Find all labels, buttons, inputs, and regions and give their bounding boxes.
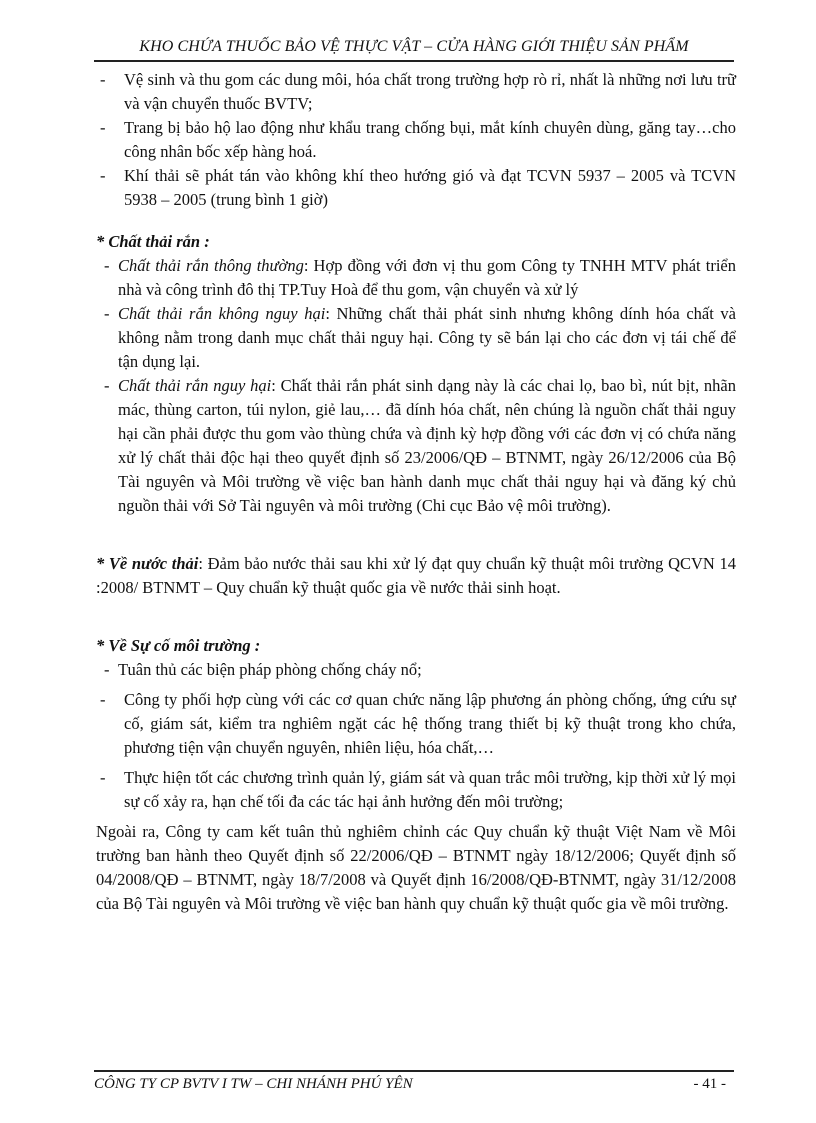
item-label: Chất thải rắn nguy hại [118,376,272,395]
bullet-dash: - [100,690,106,709]
list-item [96,374,736,518]
item-label: Chất thải rắn không nguy hại [118,304,326,323]
list-item [96,164,736,212]
header-divider [94,60,734,62]
bullet-dash: - [104,304,110,323]
bullet-dash: - [100,768,106,787]
list-item [96,766,736,814]
bullet-dash: - [100,118,106,137]
list-item [96,688,736,760]
list-item-text: Trang bị bảo hộ lao động như khẩu trang chống bụi, mắt kính chuyên dùng, găng tay…cho công nhân bốc xếp hàng hoá. [124,118,736,161]
page-content [96,68,736,916]
bullet-dash: - [104,256,110,275]
list-item [96,254,736,302]
spacer [96,518,736,552]
bullet-dash: - [104,376,110,395]
list-item [96,658,736,682]
list-item [96,68,736,116]
list-item [96,116,736,164]
section-title-incident: * Về Sự cố môi trường : [96,636,261,655]
list-item-text: Vệ sinh và thu gom các dung môi, hóa chất trong trường hợp rò rỉ, nhất là những nơi lưu trữ và vận chuyển thuốc BVTV; [124,70,736,113]
list-item-text: Tuân thủ các biện pháp phòng chống cháy nổ; [118,660,422,679]
item-text: : Những chất thải phát sinh nhưng không dính hóa chất và không nằm trong danh mục chất thải nguy hại. Công ty sẽ bán lại cho các đơn vị tái chế để tận dụng lại. [118,304,737,371]
footer-divider [94,1070,734,1072]
spacer [96,600,736,620]
item-text: : Chất thải rắn phát sinh dạng này là các chai lọ, bao bì, nút bịt, nhãn mác, thùng carton, túi nylon, giẻ lau,… đã dính hóa chất, nên chúng là nguồn chất thải nguy hại cần phải được thu gom vào thùng chứa và định kỳ hợp đồng với các đơn vị có chứa năng xử lý chất thải độc hại theo quyết định số 23/2006/QĐ – BTNMT, ngày 26/12/2006 của Bộ Tài nguyên và Môi trường về việc ban hành danh mục chất thải nguy hại và đăng ký chủ nguồn thải với Sở Tài nguyên và môi trường (Chi cục Bảo vệ môi trường). [118,376,736,515]
item-text: : Hợp đồng với đơn vị thu gom Công ty TNHH MTV phát triển nhà và công trình đô thị TP.Tuy Hoà để thu gom, vận chuyển và xử lý [118,256,736,299]
list-item-text: Thực hiện tốt các chương trình quản lý, giám sát và quan trắc môi trường, kịp thời xử lý mọi sự cố xảy ra, hạn chế tối đa các tác hại ảnh hưởng đến môi trường; [124,768,736,811]
bullet-dash: - [100,70,106,89]
footer-company: CÔNG TY CP BVTV I TW – CHI NHÁNH PHÚ YÊN [94,1076,413,1092]
bullet-dash: - [104,660,110,679]
page-header: KHO CHỨA THUỐC BẢO VỆ THỰC VẬT – CỬA HÀNG GIỚI THIỆU SẢN PHẨM [139,38,689,55]
wastewater-text: : Đảm bảo nước thải sau khi xử lý đạt quy chuẩn kỹ thuật môi trường QCVN 14 :2008/ BTNMT – Quy chuẩn kỹ thuật quốc gia về nước thải sinh hoạt. [96,554,736,597]
section-title-solid-waste: * Chất thải rắn : [96,232,210,251]
bullet-dash: - [100,166,106,185]
item-label: Chất thải rắn thông thường [118,256,304,275]
closing-paragraph: Ngoài ra, Công ty cam kết tuân thủ nghiêm chỉnh các Quy chuẩn kỹ thuật Việt Nam về Môi trường ban hành theo Quyết định số 22/2006/QĐ – BTNMT ngày 18/12/2006; Quyết định số 04/2008/QĐ – BTNMT, ngày 18/7/2008 và Quyết định 16/2008/QĐ-BTNMT, ngày 31/12/2008 của Bộ Tài nguyên và Môi trường về việc ban hành quy chuẩn kỹ thuật quốc gia về môi trường. [96,822,736,913]
wastewater-paragraph [96,552,736,600]
list-item [96,302,736,374]
list-item-text: Công ty phối hợp cùng với các cơ quan chức năng lập phương án phòng chống, ứng cứu sự cố, giám sát, kiểm tra nghiêm ngặt các hệ thống trang thiết bị kỹ thuật trong kho chứa, phương tiện vận chuyển nguyên, nhiên liệu, hóa chất,… [124,690,736,757]
page-number: - 41 - [693,1076,726,1092]
list-item-text: Khí thải sẽ phát tán vào không khí theo hướng gió và đạt TCVN 5937 – 2005 và TCVN 5938 – 2005 (trung bình 1 giờ) [124,166,736,209]
section-title-wastewater: * Về nước thải [96,554,199,573]
